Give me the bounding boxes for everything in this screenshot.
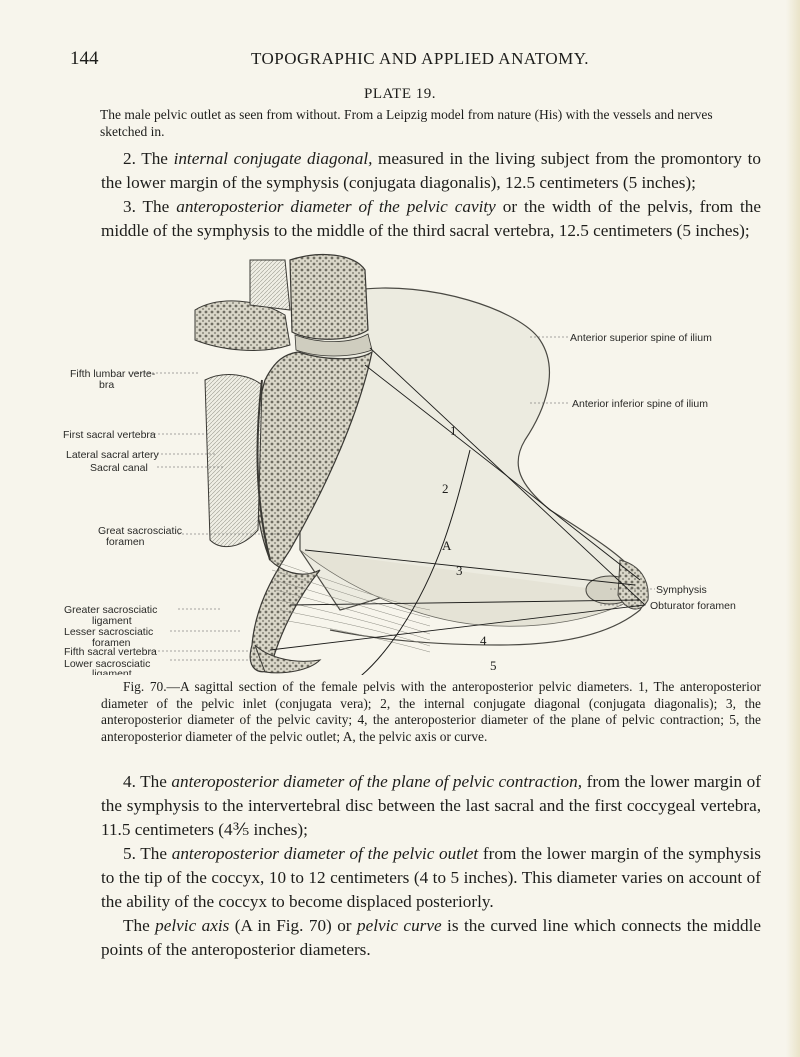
diameter-number-1: 1: [450, 423, 457, 438]
label-great-sacrosciatic-foramen: Great sacrosciatic: [98, 525, 183, 537]
paragraph-prefix: 4. The: [123, 772, 172, 791]
label-fifth-lumbar-vertebra: Fifth lumbar verte-: [70, 368, 156, 380]
label-symphysis: Symphysis: [656, 584, 707, 596]
paragraph-term: internal conjugate diagonal,: [173, 149, 373, 168]
label-lateral-sacral-artery: Lateral sacral artery: [66, 449, 159, 461]
label-anterior-superior-spine: Anterior superior spine of ilium: [570, 332, 712, 344]
pelvis-illustration: [0, 250, 800, 675]
label-great-sacrosciatic-foramen-cont: foramen: [106, 536, 145, 548]
pelvis-figure: [0, 250, 800, 675]
paragraph-item-4: [101, 770, 761, 842]
paragraph-prefix: The: [123, 916, 156, 935]
plate-caption: The male pelvic outlet as seen from without. From a Leipzig model from nature (His) with the vessels and nerves sketched in.: [100, 107, 713, 139]
paragraph-text: is the curved line which connects the middle points of the anteroposterior diameters.: [101, 916, 761, 959]
diameter-number-3: 3: [456, 563, 463, 578]
label-greater-sacrosciatic-ligament: Greater sacrosciatic: [64, 604, 158, 616]
label-lesser-sacrosciatic-foramen-cont: foramen: [92, 637, 131, 649]
label-lower-sacrosciatic-ligament: Lower sacrosciatic: [64, 658, 151, 670]
label-obturator-foramen: Obturator foramen: [650, 600, 736, 612]
paragraph-pelvic-axis: [101, 914, 761, 962]
paragraph-prefix: 3. The: [123, 197, 177, 216]
paragraph-item-5: [101, 842, 761, 914]
paragraph-prefix: 2. The: [123, 149, 174, 168]
label-lower-sacrosciatic-ligament-cont: ligament: [92, 668, 132, 675]
paragraph-text: from the lower margin of the symphysis to the intervertebral disc between the last sacral and the first coccygeal vertebra, 11.5 centimeters (4⅗ inches);: [101, 772, 761, 839]
paragraph-term: anteroposterior diameter of the plane of pelvic contraction,: [171, 772, 583, 791]
paragraph-text: (A in Fig. 70) or: [229, 916, 357, 935]
paragraph-item-3: [101, 195, 761, 243]
label-sacral-canal: Sacral canal: [90, 462, 148, 474]
pelvic-axis-label: A: [442, 538, 452, 553]
label-greater-sacrosciatic-ligament-cont: ligament: [92, 615, 132, 627]
diameter-number-5: 5: [490, 658, 497, 673]
running-head: TOPOGRAPHIC AND APPLIED ANATOMY.: [250, 49, 590, 68]
paragraph-prefix: 5. The: [123, 844, 172, 863]
page-header: [70, 48, 770, 72]
paragraph-term: pelvic axis: [155, 916, 230, 935]
page-number: 144: [70, 48, 99, 69]
label-anterior-inferior-spine: Anterior inferior spine of ilium: [572, 398, 708, 410]
paragraph-term: anteroposterior diameter of the pelvic cavity: [176, 197, 496, 216]
label-lesser-sacrosciatic-foramen: Lesser sacrosciatic: [64, 626, 154, 638]
label-fifth-sacral-vertebra: Fifth sacral vertebra: [64, 646, 157, 658]
paragraph-item-2: [101, 147, 761, 195]
label-first-sacral-vertebra: First sacral vertebra: [63, 429, 156, 441]
fifth-lumbar-vertebra-shape: [290, 255, 368, 340]
paragraph-text: measured in the living subject from the promontory to the lower margin of the symphysis (conjugata diagonalis), 12.5 centimeters (5 inches);: [101, 149, 761, 192]
paragraph-text: from the lower margin of the symphysis to the tip of the coccyx, 10 to 12 centimeters (4 to 5 inches). This diameter varies on account of the ability of the coccyx to become displaced posteriorly.: [101, 844, 761, 911]
figure-caption: Fig. 70.—A sagittal section of the female pelvis with the anteroposterior pelvic diameters. 1, The anteroposterior diameter of the pelvic inlet (conjugata vera); 2, the internal conjugate diagonal (conjugata diagonalis); 3, the anteroposterior diameter of the pelvic cavity; 4, the anteroposterior diameter of the plane of pelvic contraction; 5, the anteroposterior diameter of the pelvic outlet; A, the pelvic axis or curve.: [101, 679, 761, 744]
diameter-number-4: 4: [480, 633, 487, 648]
label-fifth-lumbar-vertebra-cont: bra: [99, 379, 115, 391]
paragraph-text: or the width of the pelvis, from the middle of the symphysis to the middle of the third sacral vertebra, 12.5 centimeters (5 inches);: [101, 197, 761, 240]
diameter-number-2: 2: [442, 481, 449, 496]
paragraph-term: anteroposterior diameter of the pelvic outlet: [171, 844, 479, 863]
plate-title: PLATE 19.: [364, 86, 436, 102]
paragraph-term: pelvic curve: [356, 916, 442, 935]
